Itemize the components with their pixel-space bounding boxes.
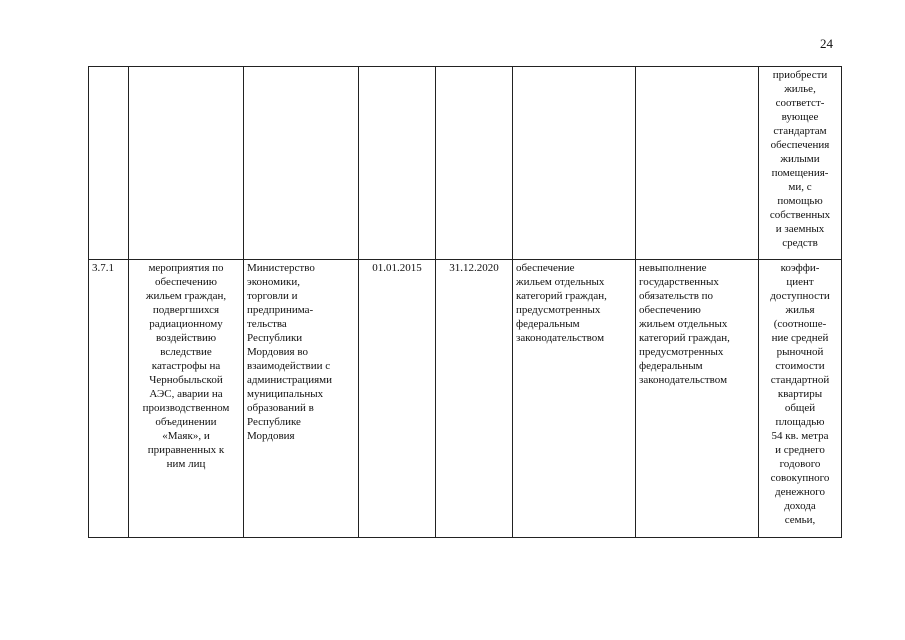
text-line: годового bbox=[779, 458, 821, 470]
text-line: стандартам bbox=[773, 125, 827, 137]
text-line: категорий граждан, bbox=[639, 332, 730, 344]
cell-indicator bbox=[759, 67, 842, 260]
text-line: приравненных к bbox=[147, 444, 225, 456]
text-line: обеспечение bbox=[516, 262, 575, 274]
text-line: ним лиц bbox=[166, 458, 206, 470]
risk-text bbox=[639, 261, 755, 387]
text-line: приобрести bbox=[772, 69, 828, 81]
text-line: помощью bbox=[777, 195, 823, 207]
text-line: администрациями bbox=[247, 374, 332, 386]
text-line: и среднего bbox=[775, 444, 825, 456]
text-line: катастрофы на bbox=[151, 360, 221, 372]
indicator-text bbox=[762, 261, 838, 527]
text-line: (соотноше- bbox=[773, 318, 827, 330]
text-line: жилья bbox=[785, 304, 815, 316]
text-line: взаимодействии с bbox=[247, 360, 331, 372]
executor-text bbox=[247, 261, 355, 443]
text-line: ние средней bbox=[771, 332, 829, 344]
text-line: жилыми bbox=[780, 153, 820, 165]
measure-text bbox=[132, 261, 240, 471]
text-line: рыночной bbox=[776, 346, 824, 358]
text-line: образований в bbox=[247, 402, 314, 414]
cell-indicator bbox=[759, 260, 842, 538]
text-line: «Маяк», и bbox=[162, 430, 210, 442]
text-line: жильем отдельных bbox=[516, 276, 605, 288]
result-text bbox=[516, 261, 632, 345]
text-line: площадью bbox=[775, 416, 825, 428]
text-line: соответст- bbox=[775, 97, 825, 109]
text-line: и заемных bbox=[775, 223, 825, 235]
text-line: радиационному bbox=[149, 318, 223, 330]
indicator-text bbox=[762, 68, 838, 250]
text-line: обеспечения bbox=[770, 139, 830, 151]
cell-risk bbox=[636, 67, 759, 260]
text-line: средств bbox=[782, 237, 818, 249]
text-line: тельства bbox=[247, 318, 287, 330]
text-line: собственных bbox=[769, 209, 831, 221]
page-number: 24 bbox=[820, 36, 833, 51]
text-line: предусмотренных bbox=[639, 346, 724, 358]
text-line: воздействию bbox=[155, 332, 217, 344]
cell-executor bbox=[244, 67, 359, 260]
text-line: производственном bbox=[142, 402, 230, 414]
cell-end-date bbox=[436, 67, 513, 260]
text-line: муниципальных bbox=[247, 388, 324, 400]
text-line: Мордовия bbox=[247, 430, 295, 442]
text-line: государственных bbox=[639, 276, 719, 288]
cell-end-date: 31.12.2020 bbox=[436, 260, 513, 538]
text-line: законодательством bbox=[639, 374, 728, 386]
text-line: экономики, bbox=[247, 276, 301, 288]
text-line: Республики bbox=[247, 332, 303, 344]
text-line: помещения- bbox=[771, 167, 829, 179]
text-line: стоимости bbox=[775, 360, 825, 372]
text-line: 54 кв. метра bbox=[771, 430, 829, 442]
cell-result bbox=[513, 260, 636, 538]
text-line: квартиры bbox=[777, 388, 823, 400]
text-line: мероприятия по bbox=[148, 262, 224, 274]
text-line: жилье, bbox=[784, 83, 816, 95]
cell-start-date bbox=[359, 67, 436, 260]
text-line: циент bbox=[786, 276, 814, 288]
text-line: семьи, bbox=[784, 514, 816, 526]
text-line: вующее bbox=[781, 111, 819, 123]
text-line: денежного bbox=[775, 486, 825, 498]
cell-number: 3.7.1 bbox=[89, 260, 129, 538]
text-line: вследствие bbox=[160, 346, 212, 358]
text-line: Министерство bbox=[247, 262, 315, 274]
text-line: Чернобыльской bbox=[149, 374, 223, 386]
text-line: дохода bbox=[784, 500, 816, 512]
cell-risk bbox=[636, 260, 759, 538]
text-line: жильем граждан, bbox=[145, 290, 227, 302]
text-line: общей bbox=[784, 402, 816, 414]
cell-result bbox=[513, 67, 636, 260]
text-line: обязательств по bbox=[639, 290, 714, 302]
table-row-continued bbox=[89, 67, 842, 260]
text-line: подвергшихся bbox=[152, 304, 220, 316]
text-line: стандартной bbox=[770, 374, 830, 386]
text-line: Республике bbox=[247, 416, 301, 428]
text-line: жильем отдельных bbox=[639, 318, 728, 330]
text-line: АЭС, аварии на bbox=[149, 388, 223, 400]
table-row-3-7-1 bbox=[89, 260, 842, 538]
text-line: Мордовия во bbox=[247, 346, 308, 358]
text-line: обеспечению bbox=[639, 304, 701, 316]
text-line: законодательством bbox=[516, 332, 605, 344]
program-table bbox=[88, 66, 842, 538]
text-line: торговли и bbox=[247, 290, 298, 302]
text-line: федеральным bbox=[516, 318, 580, 330]
text-line: коэффи- bbox=[780, 262, 820, 274]
text-line: доступности bbox=[770, 290, 830, 302]
cell-number bbox=[89, 67, 129, 260]
text-line: совокупного bbox=[770, 472, 830, 484]
cell-measure bbox=[129, 67, 244, 260]
text-line: невыполнение bbox=[639, 262, 707, 274]
text-line: предпринима- bbox=[247, 304, 314, 316]
text-line: категорий граждан, bbox=[516, 290, 607, 302]
text-line: объединении bbox=[155, 416, 217, 428]
text-line: предусмотренных bbox=[516, 304, 601, 316]
cell-executor bbox=[244, 260, 359, 538]
cell-start-date: 01.01.2015 bbox=[359, 260, 436, 538]
text-line: федеральным bbox=[639, 360, 703, 372]
text-line: обеспечению bbox=[155, 276, 217, 288]
text-line: ми, с bbox=[788, 181, 812, 193]
cell-measure bbox=[129, 260, 244, 538]
